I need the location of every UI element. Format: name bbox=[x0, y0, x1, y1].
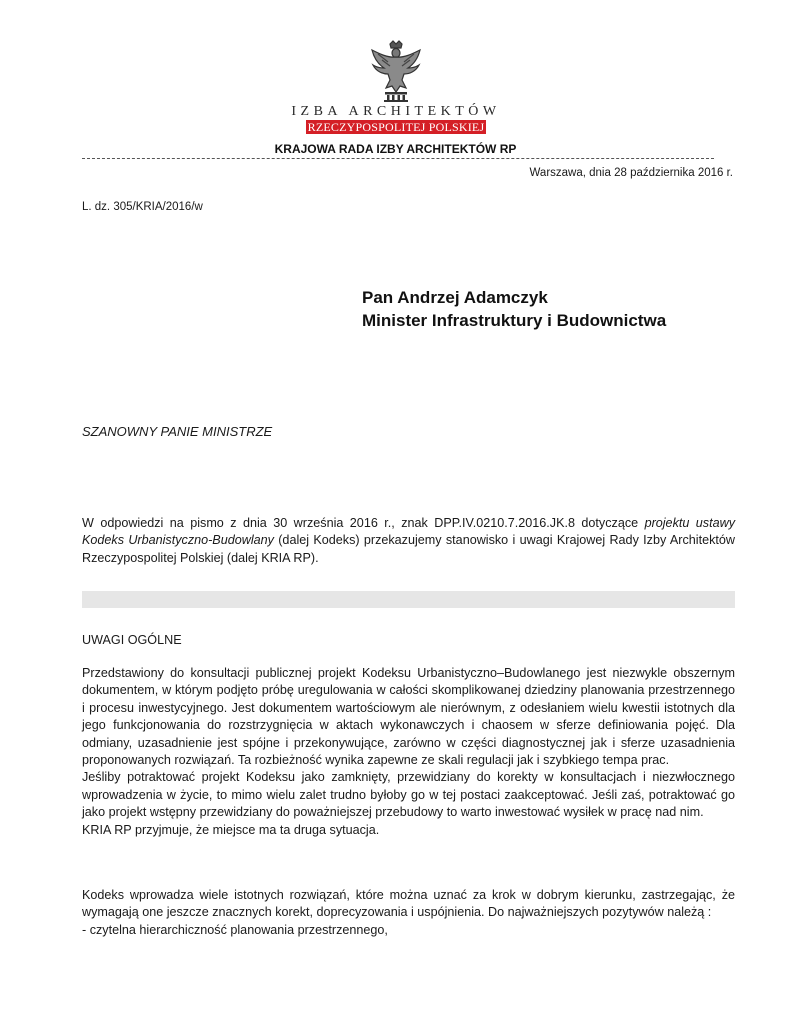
addressee-title: Minister Infrastruktury i Budownictwa bbox=[362, 311, 667, 330]
section-separator-band bbox=[82, 591, 735, 608]
paragraph-4: Kodeks wprowadza wiele istotnych rozwiązań, które można uznać za krok w dobrym kierunku, zastrzegając, że wymagają one jeszcze znacznych korekt, doprecyzowania i uspójnienia. Do najważniejszych pozytywów należą : bbox=[82, 888, 735, 920]
paragraph-1: Przedstawiony do konsultacji publicznej projekt Kodeksu Urbanistyczno–Budowlanego jest niezwykle obszernym dokumentem, w którym podjęto próbę uregulowania w całości skomplikowanej dziedziny planowania przestrzennego i procesu inwestycyjnego. Jest dokumentem wartościowym ale nierównym, z odesłaniem wielu kwestii istotnych dla jego funkcjonowania do rozstrzygnięcia w aktach wykonawczych i chaosem w sferze definiowania pojęć. Dla odmiany, uzasadnienie jest spójne i przekonywujące, zarówno w części diagnostycznej jak i sferze uzasadnienia proponowanych rozwiązań. Ta rozbieżność wynika zapewne ze skali regulacji jak i szybkiego tempa prac. bbox=[82, 666, 735, 768]
bullet-item-1: - czytelna hierarchiczność planowania przestrzennego, bbox=[82, 922, 388, 937]
header-divider bbox=[82, 158, 714, 159]
intro-italic-title: projektu ustawy Kodeks Urbanistyczno-Budowlany bbox=[82, 516, 735, 548]
letter-date: Warszawa, dnia 28 października 2016 r. bbox=[529, 167, 733, 179]
white-eagle-emblem-icon bbox=[368, 40, 424, 102]
paragraph-3: KRIA RP przyjmuje, że miejsce ma ta druga sytuacja. bbox=[82, 822, 380, 837]
chamber-logo bbox=[272, 40, 520, 134]
section-title: UWAGI OGÓLNE bbox=[82, 633, 182, 647]
chamber-name: IZBA ARCHITEKTÓW bbox=[291, 104, 501, 119]
addressee-name: Pan Andrzej Adamczyk bbox=[362, 288, 548, 307]
reference-number: L. dz. 305/KRIA/2016/w bbox=[82, 201, 203, 213]
council-heading: KRAJOWA RADA IZBY ARCHITEKTÓW RP bbox=[274, 142, 517, 156]
addressee-block bbox=[362, 286, 666, 332]
chamber-country-band: RZECZYPOSPOLITEJ POLSKIEJ bbox=[307, 120, 485, 134]
intro-text-end: (dalej Kodeks) przekazujemy stanowisko i uwagi Krajowej Rady Izby Architektów Rzeczypospolitej Polskiej (dalej KRIA RP). bbox=[82, 533, 735, 565]
positives-block bbox=[82, 887, 735, 939]
intro-text-start: W odpowiedzi na pismo z dnia 30 września 2016 r., znak DPP.IV.0210.7.2016.JK.8 dotyczące bbox=[82, 516, 645, 530]
general-remarks bbox=[82, 665, 735, 839]
salutation: SZANOWNY PANIE MINISTRZE bbox=[82, 424, 273, 439]
intro-paragraph bbox=[82, 515, 735, 567]
paragraph-2: Jeśliby potraktować projekt Kodeksu jako zamknięty, przewidziany do korekty w konsultacjach i niezwłocznego wprowadzenia w życie, to mimo wielu zalet trudno byłoby go w tej postaci zaakceptować. Jeśli zaś, potraktować go jako projekt wstępny przewidziany do poważniejszej przebudowy to warto inwestować wysiłek w pracę nad nim. bbox=[82, 770, 735, 820]
